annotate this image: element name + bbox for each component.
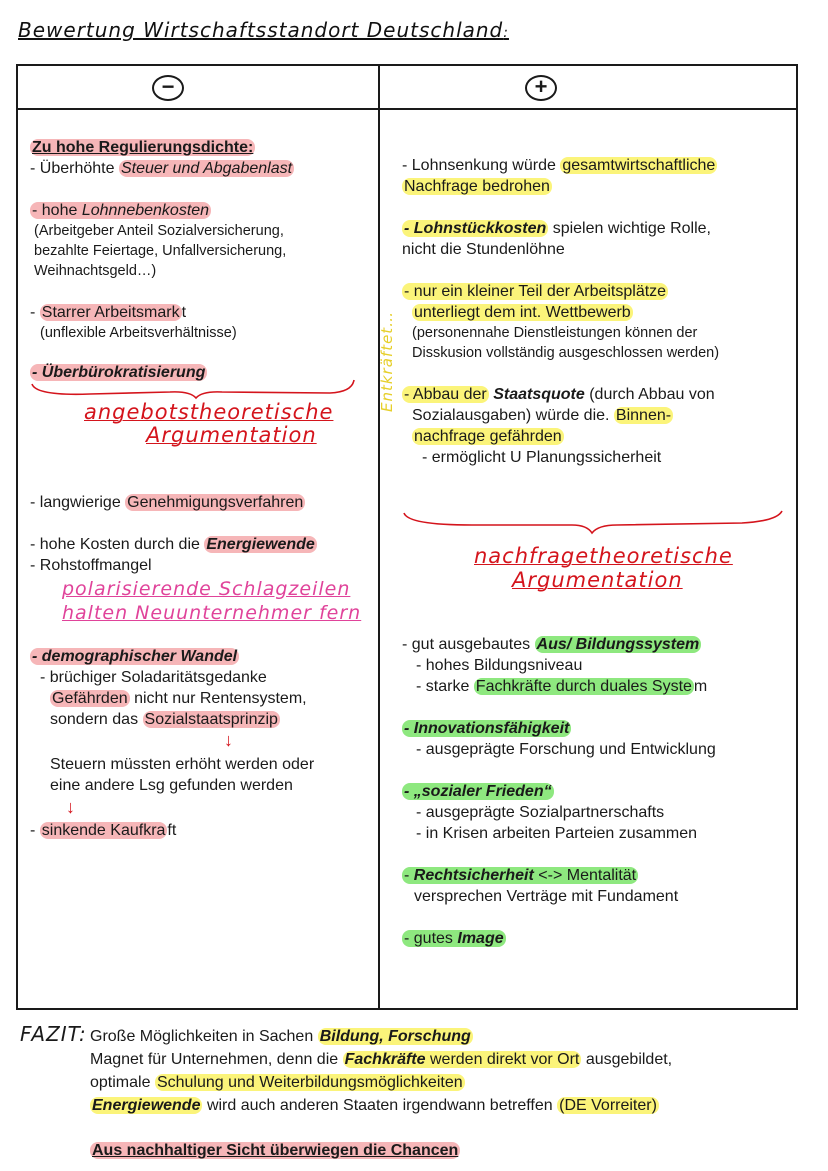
welfare-line: sondern das Sozialstaatsprinzip [50, 711, 278, 728]
right-column-top: - Lohnsenkung würde gesamtwirtschaftliche Nachfrage bedrohen - Lohnstückkosten spielen wichtige Rolle, nicht die Stundenlöhne - nur ein kleiner Teil der Arbeitsplätze unterliegt dem int. Wettbewerb (personennahe Dienstleistungen können der Disskusion vollständig ausgeschlossen werden) - Abbau der Staatsquote (durch Abbau von Sozialausgaben) würde die. Binnen- nachfrage gefährden - ermöglicht U Planungssicherheit [402, 155, 792, 468]
bureaucracy-item: - Überbürokratisierung [32, 364, 206, 381]
energy-item: - hohe Kosten durch die Energiewende [30, 536, 315, 553]
fazit-line-2: Magnet für Unternehmen, denn die Fachkräfte werden direkt vor Ort ausgebildet, [90, 1051, 673, 1068]
supply-theory-label-2: Argumentation [146, 423, 317, 447]
tax-item: - Überhöhte Steuer und Abgabenlast [30, 160, 293, 177]
fazit-line-1: Große Möglichkeiten in Sachen Bildung, Forschung [90, 1028, 471, 1045]
legal-certainty-item: - Rechtsicherheit <-> Mentalität [404, 867, 637, 884]
innovation-item: - Innovationsfähigkeit [404, 720, 570, 737]
left-column-top [30, 137, 375, 383]
fazit-line-3: optimale Schulung und Weiterbildungsmöglichkeiten [90, 1074, 463, 1091]
demand-brace [402, 505, 787, 535]
left-column-middle [30, 492, 375, 576]
education-item: - gut ausgebautes Aus/ Bildungssystem [402, 636, 700, 653]
unit-labor-item: - Lohnstückkosten spielen wichtige Rolle, [404, 220, 711, 237]
headlines-note-2: halten Neuunternehmer fern [62, 602, 362, 624]
endangers-line: Gefährden nicht nur Rentensystem, [52, 690, 307, 707]
labor-market-detail: (unflexible Arbeitsverhältnisse) [40, 325, 237, 341]
supply-brace [30, 376, 360, 400]
labor-market-item: - Starrer Arbeitsmark t [30, 304, 187, 321]
planning-item: - ermöglicht U Planungssicherheit [422, 449, 662, 466]
jobs-item: - nur ein kleiner Teil der Arbeitsplätze [404, 283, 667, 300]
social-peace-item: - „sozialer Frieden“ [404, 783, 552, 800]
fazit-conclusion: Aus nachhaltiger Sicht überwiegen die Chancen [92, 1142, 459, 1159]
purchasing-power-item: - sinkende Kaufkra ft [30, 822, 177, 839]
demand-theory-label-2: Argumentation [512, 568, 683, 592]
permits-item: - langwierige Genehmigungsverfahren [30, 494, 304, 511]
arrow-down-icon: ↓ [66, 797, 75, 817]
demand-theory-label-1: nachfragetheoretische [474, 544, 733, 568]
page-title: Bewertung Wirtschaftsstandort Deutschland: [18, 18, 509, 42]
jobs-detail: (personennahe Dienstleistungen können der Disskusion vollständig ausgeschlossen werden) [412, 325, 720, 361]
left-column-bottom [30, 646, 375, 730]
side-note: Entkräftet… [378, 310, 396, 412]
demographic-item: - demographischer Wandel [32, 648, 238, 665]
solidarity-item: - brüchiger Soladaritätsgedanke [40, 669, 267, 686]
fazit-label: FAZIT: [20, 1022, 87, 1046]
arrow-down-icon: ↓ [224, 730, 233, 750]
plus-icon: + [525, 75, 557, 101]
skilled-workers-item: - starke Fachkräfte durch duales Syste m [416, 678, 708, 695]
table-divider [378, 64, 380, 1010]
regulation-heading: Zu hohe Regulierungsdichte: [32, 139, 254, 156]
taxes-consequence: Steuern müssten erhöht werden oder eine andere Lsg gefunden werden [50, 756, 315, 794]
fazit-line-4: Energiewende wird auch anderen Staaten irgendwann betreffen (DE Vorreiter) [92, 1097, 657, 1114]
ancillary-details: (Arbeitgeber Anteil Sozialversicherung, bezahlte Feiertage, Unfallversicherung, Weihnachtsgeld…) [34, 223, 287, 279]
headlines-note-1: polarisierende Schlagzeilen [62, 578, 351, 600]
state-quota-item: - Abbau der Staatsquote (durch Abbau von [404, 386, 715, 403]
table-header-divider [16, 108, 798, 110]
fazit-text [90, 1025, 672, 1162]
ancillary-costs-item: - hohe Lohnnebenkosten [32, 202, 210, 219]
image-item: - gutes Image [404, 930, 504, 947]
supply-theory-label-1: angebotstheoretische [84, 400, 334, 424]
minus-icon: − [152, 75, 184, 101]
right-column-bottom: - gut ausgebautes Aus/ Bildungssystem - hohes Bildungsniveau - starke Fachkräfte durch duales Syste m - Innovationsfähigkeit - ausgeprägte Forschung und Entwicklung - „sozialer Frieden“ - ausgeprägte Sozialpartnerschafts - in Krisen arbeiten Parteien zusammen - Rechtsicherheit <-> Mentalität versprechen Verträge mit Fundament - gutes Image [402, 634, 792, 949]
wage-item: - Lohnsenkung würde gesamtwirtschaftliche [402, 157, 716, 174]
raw-materials-item: - Rohstoffmangel [30, 557, 152, 574]
